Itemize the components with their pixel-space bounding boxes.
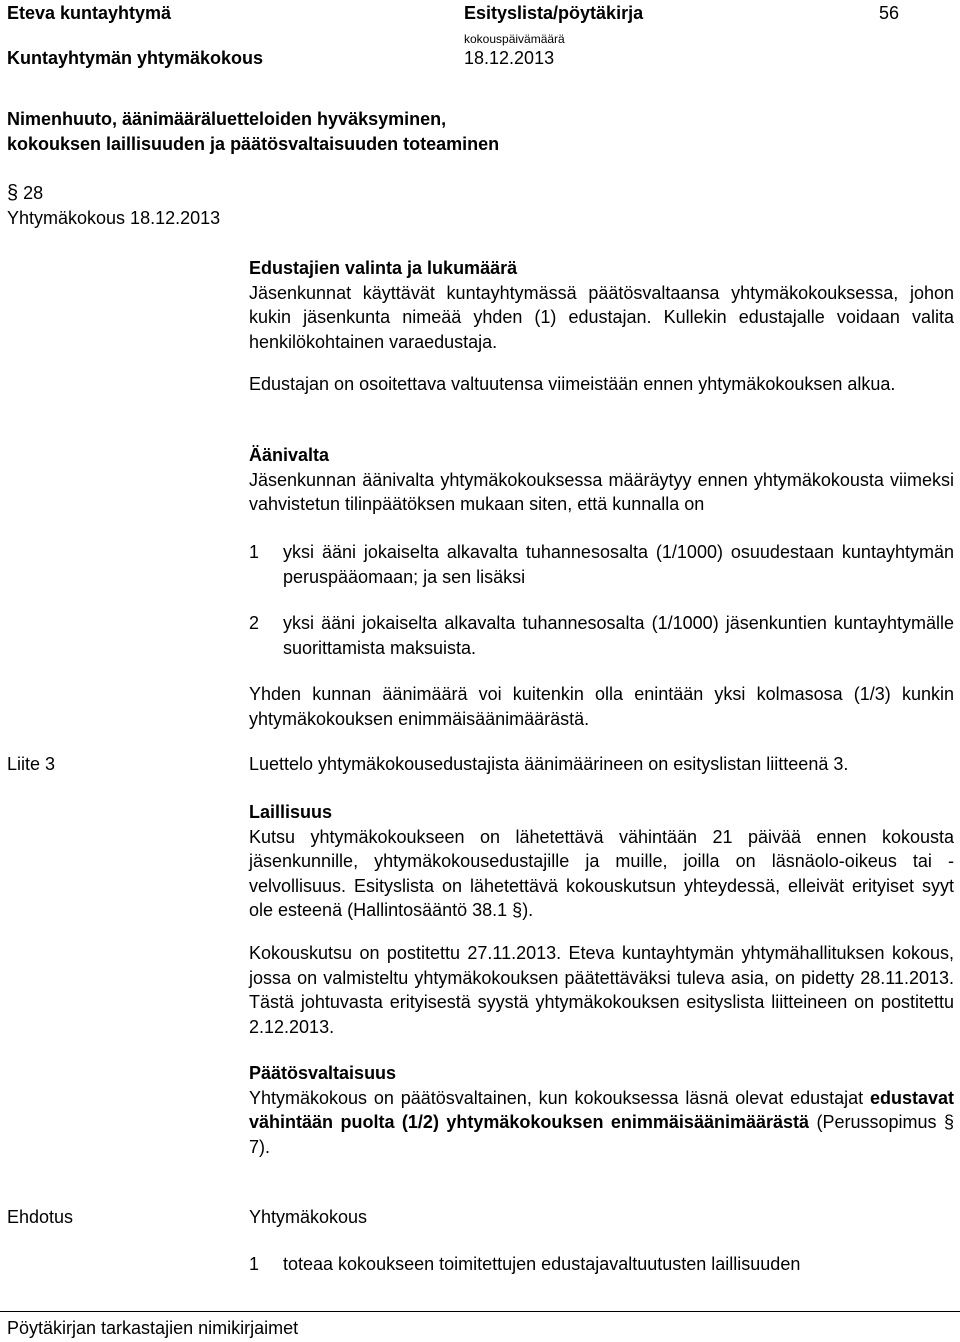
paatosvaltaisuus-text-bold: edustavat vähintään puolta (1/2) yhtymäkokouksen enimmäisäänimäärästä: [249, 1087, 954, 1132]
meeting-date: 18.12.2013: [464, 48, 555, 68]
aanivalta-limit: Yhden kunnan äänimäärä voi kuitenkin olla enintään yksi kolmasosa (1/3) kunkin yhtymäkokouksen enimmäisäänimäärästä.: [249, 684, 954, 729]
edustajat-block: [249, 256, 954, 354]
aanivalta-item-2: [249, 611, 954, 660]
proposal-body: Yhtymäkokous: [249, 1207, 368, 1227]
paatosvaltaisuus-paragraph: [249, 1086, 954, 1160]
attachment-text: Luettelo yhtymäkokousedustajista äänimäärineen on esityslistan liitteenä 3.: [249, 754, 849, 774]
proposal-label: Ehdotus: [7, 1207, 74, 1227]
proposal-item-1: [249, 1252, 954, 1277]
list-item-text: yksi ääni jokaiselta alkavalta tuhannesosalta (1/1000) osuudestaan kuntayhtymän peruspääomaan; ja sen lisäksi: [283, 542, 954, 587]
section-symbol: §: [7, 182, 19, 204]
page-title-line-2: kokouksen laillisuuden ja päätösvaltaisuuden toteaminen: [7, 134, 500, 154]
list-item-text: yksi ääni jokaiselta alkavalta tuhannesosalta (1/1000) jäsenkuntien kuntayhtymälle suorittamista maksuista.: [283, 613, 954, 658]
aanivalta-intro: Jäsenkunnan äänivalta yhtymäkokouksessa määräytyy ennen yhtymäkokousta viimeksi vahvistetun tilinpäätöksen mukaan siten, että kunnalla on: [249, 469, 954, 514]
date-caption: kokouspäivämäärä: [464, 32, 565, 46]
meeting-name: Kuntayhtymän yhtymäkokous: [7, 48, 264, 68]
paatosvaltaisuus-heading: Päätösvaltaisuus: [249, 1063, 397, 1083]
aanivalta-heading: Äänivalta: [249, 445, 330, 465]
paatosvaltaisuus-block: [249, 1061, 954, 1159]
laillisuus-block: [249, 800, 954, 923]
list-item-number: 1: [249, 1254, 260, 1274]
aanivalta-limit-block: [249, 682, 954, 731]
edustajat-heading: Edustajien valinta ja lukumäärä: [249, 258, 518, 278]
footer-divider: [0, 1311, 960, 1312]
aanivalta-block: [249, 443, 954, 517]
page-number: 56: [879, 3, 900, 23]
laillisuus-paragraph-1: Kutsu yhtymäkokoukseen on lähetettävä vähintään 21 päivää ennen kokousta jäsenkunnille, yhtymäkokousedustajille ja muille, joilla on läsnäolo-oikeus tai -velvollisuus. Esityslista on lähetettävä kokouskutsun yhteydessä, elleivät erityiset syyt ole esteenä (Hallintosääntö 38.1 §).: [249, 826, 954, 920]
document-type: Esityslista/pöytäkirja: [464, 3, 644, 23]
laillisuus-paragraph-2: Kokouskutsu on postitettu 27.11.2013. Eteva kuntayhtymän yhtymähallituksen kokous, jossa on valmisteltu yhtymäkokouksen päätettäväksi tuleva asia, on pidetty 28.11.2013. Tästä johtuvasta erityisestä syystä yhtymäkokouksen esityslista liitteineen on postitettu 2.12.2013.: [249, 943, 954, 1037]
paatosvaltaisuus-text-post: (Perussopimus § 7).: [249, 1112, 954, 1157]
list-item-text: toteaa kokoukseen toimitettujen edustajavaltuutusten laillisuuden: [283, 1254, 801, 1274]
page-title-line-1: Nimenhuuto, äänimääräluetteloiden hyväksyminen,: [7, 109, 447, 129]
paatosvaltaisuus-text-pre: Yhtymäkokous on päätösvaltainen, kun kokouksessa läsnä olevat edustajat: [249, 1087, 870, 1108]
edustajat-paragraph-1: Jäsenkunnat käyttävät kuntayhtymässä päätösvaltaansa yhtymäkokouksessa, johon kukin jäsenkunta nimeää yhden (1) edustajan. Kullekin edustajalle voidaan valita henkilökohtainen varaedustaja.: [249, 282, 954, 352]
section-number: [7, 181, 43, 205]
laillisuus-block-2: [249, 941, 954, 1039]
organization-name: Eteva kuntayhtymä: [7, 3, 172, 23]
section-number-value: 28: [23, 183, 44, 203]
edustajat-block-2: [249, 372, 954, 397]
section-body: Yhtymäkokous 18.12.2013: [7, 208, 221, 228]
edustajat-paragraph-2: Edustajan on osoitettava valtuutensa viimeistään ennen yhtymäkokouksen alkua.: [249, 374, 896, 394]
list-item-number: 2: [249, 613, 260, 633]
laillisuus-heading: Laillisuus: [249, 802, 333, 822]
footer-text: Pöytäkirjan tarkastajien nimikirjaimet: [7, 1318, 299, 1338]
attachment-label: Liite 3: [7, 754, 56, 774]
aanivalta-item-1: [249, 540, 954, 589]
list-item-number: 1: [249, 542, 260, 562]
